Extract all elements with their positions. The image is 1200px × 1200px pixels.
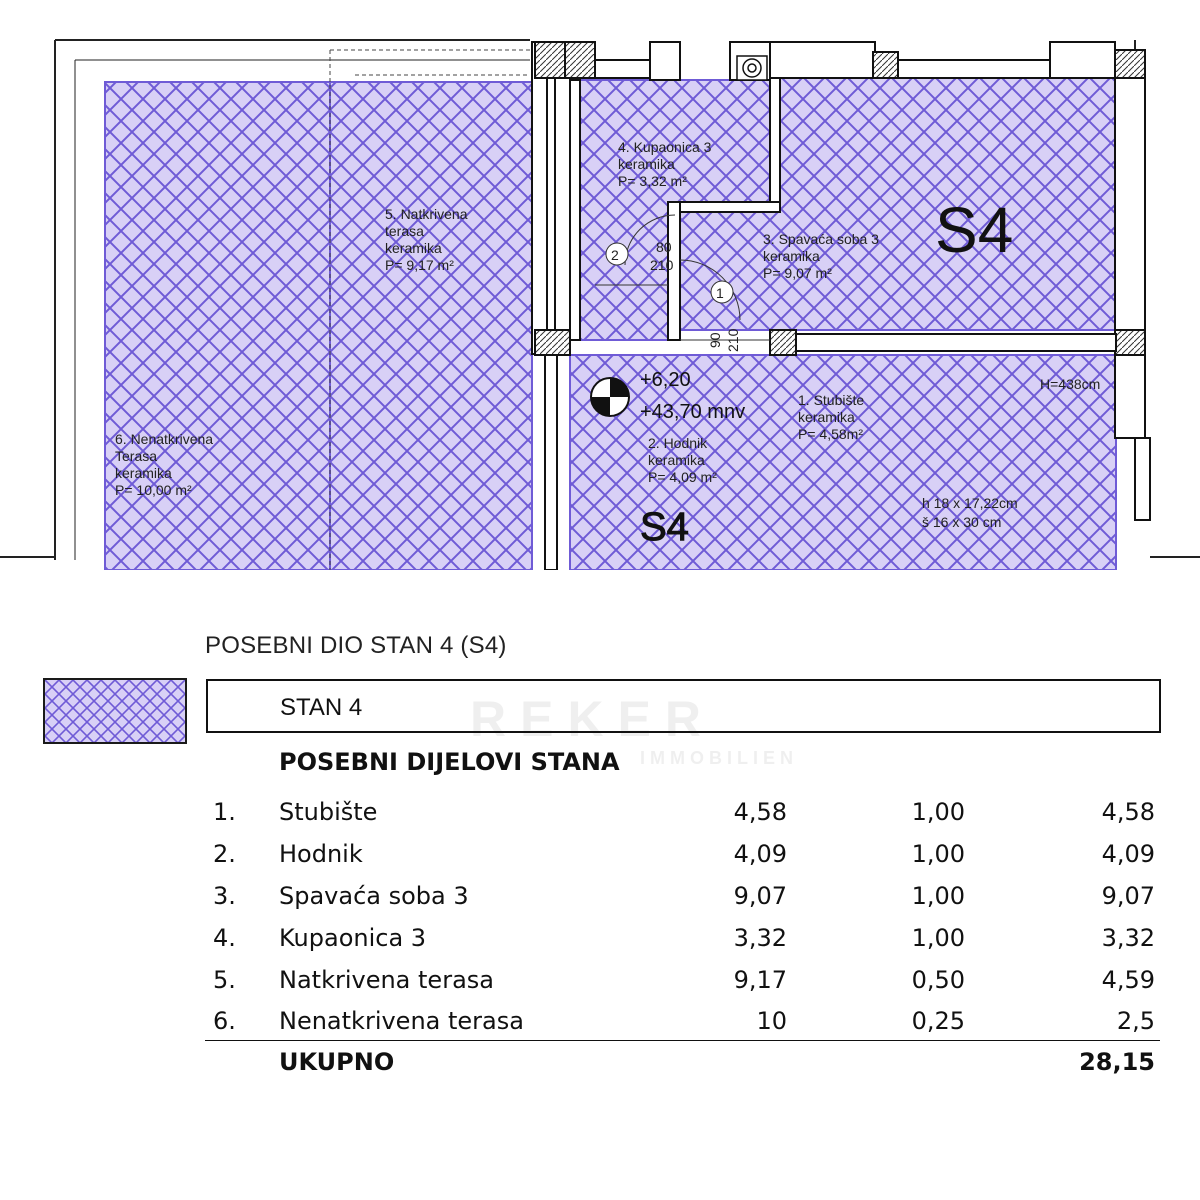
room-label-line: P= 10,00 m² — [115, 482, 192, 498]
watermark-sub: IMMOBILIEN — [640, 748, 798, 768]
unit-label-outline: S4 — [640, 505, 689, 549]
room-label-line: Terasa — [115, 448, 158, 464]
row-coefficient: 1,00 — [911, 798, 965, 826]
door-dim-width-bottom: 90 — [707, 332, 723, 348]
unit-box — [206, 679, 1161, 733]
room-label-line: P= 3,32 m² — [618, 173, 687, 189]
row-total: 9,07 — [1101, 882, 1155, 910]
room-label-line: keramika — [798, 409, 855, 425]
row-number: 1. — [213, 798, 236, 826]
total-divider — [205, 1040, 1160, 1041]
row-area: 4,09 — [733, 840, 787, 868]
total-label: UKUPNO — [279, 1048, 395, 1076]
row-name: Spavaća soba 3 — [279, 882, 469, 910]
room-label-line: P= 4,58m² — [798, 426, 863, 442]
stair-note-tread: š 16 x 30 cm — [922, 514, 1002, 530]
row-total: 4,09 — [1101, 840, 1155, 868]
legend-swatch — [43, 678, 187, 744]
table-row — [205, 882, 1160, 922]
room-label-line: 5. Natkrivena — [385, 206, 468, 222]
row-number: 4. — [213, 924, 236, 952]
room-label-line: P= 4,09 m² — [648, 469, 717, 485]
row-area: 9,07 — [733, 882, 787, 910]
room-label-line: 1. Stubište — [798, 392, 865, 408]
table-row — [205, 798, 1160, 838]
room-label-line: 4. Kupaonica 3 — [618, 139, 712, 155]
row-coefficient: 0,50 — [911, 966, 965, 994]
room-label-line: keramika — [763, 248, 820, 264]
sheet-title: POSEBNI DIO STAN 4 (S4) — [205, 632, 507, 659]
row-name: Natkrivena terasa — [279, 966, 494, 994]
watermark-brand: REKER — [470, 691, 716, 747]
row-area: 3,32 — [733, 924, 787, 952]
stair-note-riser: h 18 x 17,22cm — [922, 495, 1018, 511]
unit-label-large: S4 — [935, 194, 1014, 266]
row-total: 4,58 — [1101, 798, 1155, 826]
row-total: 3,32 — [1101, 924, 1155, 952]
section-heading: POSEBNI DIJELOVI STANA — [279, 748, 620, 776]
door-dim-height-bottom: 210 — [725, 328, 741, 352]
room-label-line: keramika — [385, 240, 442, 256]
row-area: 10 — [756, 1007, 787, 1035]
door-dim-width-top: 80 — [656, 239, 672, 255]
room-label-line: P= 9,07 m² — [763, 265, 832, 281]
room-label-line: 3. Spavaća soba 3 — [763, 231, 879, 247]
room-label-line: keramika — [648, 452, 705, 468]
door-number-2: 2 — [611, 247, 619, 263]
room-label-line: 6. Nenatkrivena — [115, 431, 214, 447]
table-row — [205, 840, 1160, 880]
row-coefficient: 1,00 — [911, 840, 965, 868]
room-label-line: terasa — [385, 223, 424, 239]
row-number: 6. — [213, 1007, 236, 1035]
room-label-line: keramika — [115, 465, 172, 481]
level-absolute: +43,70 mnv — [640, 401, 746, 423]
vent-icon — [737, 56, 767, 80]
row-area: 9,17 — [733, 966, 787, 994]
row-coefficient: 1,00 — [911, 882, 965, 910]
level-relative: +6,20 — [640, 369, 691, 391]
row-name: Hodnik — [279, 840, 363, 868]
door-number-1: 1 — [716, 285, 724, 301]
table-row — [205, 1007, 1160, 1047]
unit-box-label: STAN 4 — [280, 694, 363, 721]
door-dim-height-top: 210 — [650, 257, 674, 273]
room-label-stubiste — [798, 392, 864, 442]
table-row — [205, 924, 1160, 964]
row-name: Nenatkrivena terasa — [279, 1007, 524, 1035]
row-name: Kupaonica 3 — [279, 924, 427, 952]
row-coefficient: 0,25 — [911, 1007, 965, 1035]
row-area: 4,58 — [733, 798, 787, 826]
row-number: 3. — [213, 882, 236, 910]
row-name: Stubište — [279, 798, 378, 826]
level-marker-icon — [591, 378, 629, 416]
room-label-line: P= 9,17 m² — [385, 257, 454, 273]
row-total: 2,5 — [1116, 1007, 1155, 1035]
row-number: 2. — [213, 840, 236, 868]
room-natkrivena-terasa — [330, 82, 532, 570]
floor-plan — [0, 0, 1200, 570]
total-value: 28,15 — [1079, 1048, 1155, 1076]
room-label-line: keramika — [618, 156, 675, 172]
table-row — [205, 966, 1160, 1006]
room-label-line: 2. Hodnik — [648, 435, 708, 451]
height-note: H=438cm — [1040, 376, 1101, 392]
row-number: 5. — [213, 966, 236, 994]
row-total: 4,59 — [1101, 966, 1155, 994]
row-coefficient: 1,00 — [911, 924, 965, 952]
